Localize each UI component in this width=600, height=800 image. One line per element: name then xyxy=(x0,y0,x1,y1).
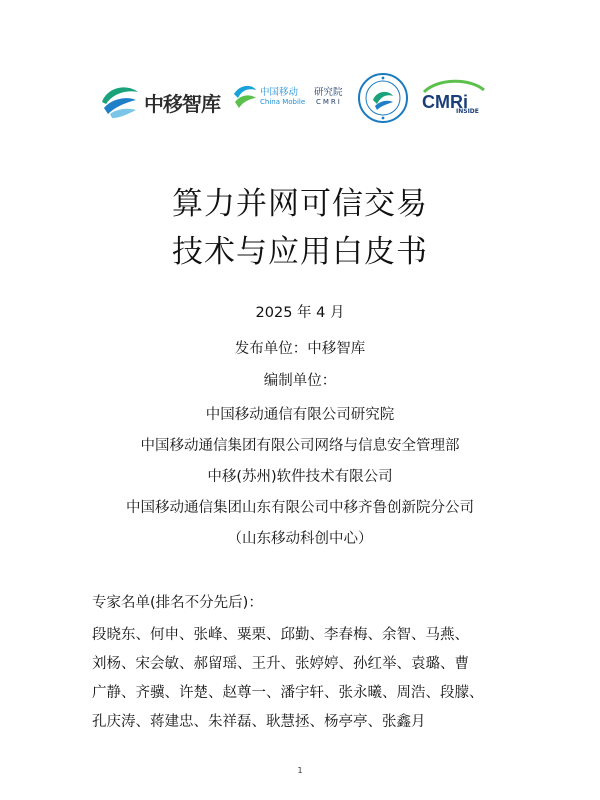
zhiku-logo-text: 中移智库 xyxy=(144,92,220,116)
experts-heading: 专家名单(排名不分先后)： xyxy=(92,595,263,611)
experts-line: 孔庆涛、蒋建忠、朱祥磊、耿慧拯、杨亭亭、张鑫月 xyxy=(92,714,426,730)
experts-line: 刘杨、宋会敏、郝留瑶、王升、张婷婷、孙红举、袁璐、曹 xyxy=(92,656,469,672)
experts-line: 段晓东、何申、张峰、粟栗、邱勤、李春梅、余智、马燕、 xyxy=(92,627,469,643)
logo-bar xyxy=(0,72,600,128)
compiler-org-2: 中国移动通信集团有限公司网络与信息安全管理部 xyxy=(140,438,460,454)
document-title-line-2: 技术与应用白皮书 xyxy=(172,234,428,270)
zhiku-emblem-icon xyxy=(98,78,142,122)
china-mobile-emblem-icon xyxy=(232,82,258,112)
compiler-org-3: 中移(苏州)软件技术有限公司 xyxy=(207,469,393,485)
compiler-org-1: 中国移动通信有限公司研究院 xyxy=(205,407,395,423)
cmri-mark-text: CMRi xyxy=(422,92,468,112)
publication-date: 2025 年 4 月 xyxy=(255,305,345,321)
china-mobile-cn: 中国移动 xyxy=(260,87,299,98)
china-mobile-research-logo xyxy=(232,82,352,122)
cmri-mark-icon xyxy=(418,78,490,118)
compiler-org-4: 中国移动通信集团山东有限公司中移齐鲁创新院分公司 xyxy=(126,500,474,516)
cmri-inside-text: INSIDE xyxy=(456,108,479,115)
research-institute-cn: 研究院 xyxy=(314,87,343,98)
experts-line: 广静、齐骥、许楚、赵尊一、潘宇轩、张永曦、周浩、段朦、 xyxy=(92,685,484,701)
cmri-inside-logo xyxy=(418,78,490,122)
china-mobile-en: China Mobile xyxy=(260,98,306,106)
publisher-line: 发布单位：中移智库 xyxy=(234,341,366,357)
document-title-line-1: 算力并网可信交易 xyxy=(172,186,428,222)
zhongyi-zhiku-logo xyxy=(98,78,228,122)
page-number: 1 xyxy=(297,766,303,775)
circular-seal-icon xyxy=(357,72,409,124)
compiler-org-5: （山东移动科创中心） xyxy=(227,531,373,547)
experts-list xyxy=(92,621,532,737)
research-institute-en: CMRI xyxy=(316,98,342,106)
compiler-label: 编制单位： xyxy=(263,373,337,389)
round-seal-logo xyxy=(357,72,409,124)
